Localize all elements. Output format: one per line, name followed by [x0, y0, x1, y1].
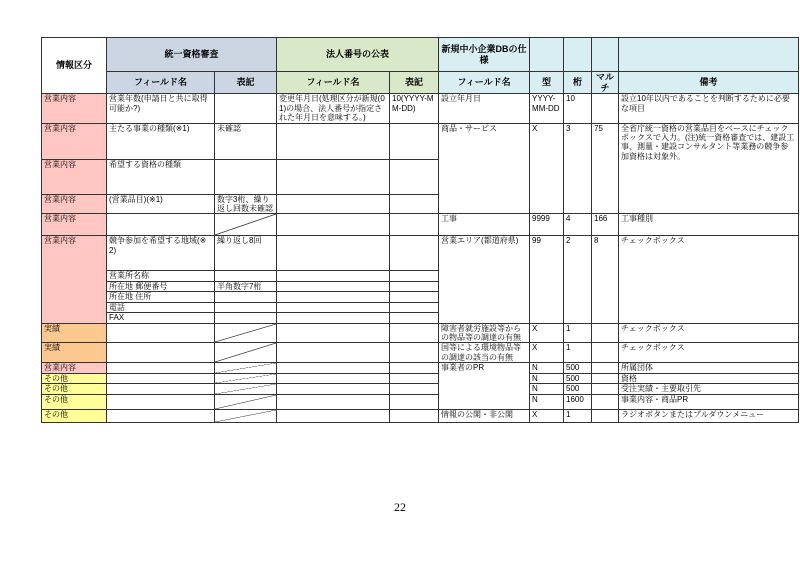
db-field-header: フィールド名	[439, 72, 530, 94]
unified-notation-cell	[215, 271, 277, 281]
unified-field-cell	[107, 324, 215, 344]
db-field-cell: 工事	[439, 214, 530, 236]
corporate-field-cell	[277, 343, 390, 363]
corporate-field-cell	[277, 292, 390, 302]
info-category-cell: その他	[42, 395, 107, 410]
unified-field-cell	[107, 395, 215, 410]
unified-notation-cell	[215, 374, 277, 384]
db-remarks-header: 備考	[619, 72, 799, 94]
db-digits-cell: 1600	[564, 395, 592, 410]
unified-field-cell: 主たる事業の種類(※1)	[107, 124, 215, 160]
info-category-cell: 営業内容	[42, 363, 107, 373]
info-category-cell: その他	[42, 374, 107, 384]
db-field-cell: 商品・サービス	[439, 124, 530, 215]
db-remarks-cell: 全省庁統一資格の営業品目をベースにチェックボックスで入力。(注)統一資格審査では、建設工事、測量・建設コンサルタント等業務の競争参加資格は対象外。	[619, 124, 799, 215]
db-digits-header: 桁	[564, 72, 592, 94]
info-category-cell: その他	[42, 384, 107, 394]
db-remarks-cell: 設立10年以内であることを判断するために必要な項目	[619, 94, 799, 123]
unified-notation-cell	[215, 410, 277, 423]
unified-field-cell: 営業年数(申請日と共に取得可能か?)	[107, 94, 215, 123]
corporate-field-cell	[277, 124, 390, 160]
corporate-notation-cell	[390, 236, 439, 271]
db-multi-header: マルチ	[592, 72, 619, 94]
db-multi-cell: 75	[592, 124, 619, 215]
db-type-cell: N	[530, 384, 564, 394]
header-spacer	[530, 38, 564, 72]
db-type-cell: X	[530, 324, 564, 344]
unified-field-cell: 所在地 住所	[107, 292, 215, 302]
db-remarks-cell: 受注実績・主要取引先	[619, 384, 799, 394]
corporate-field-cell	[277, 313, 390, 323]
unified-field-cell	[107, 363, 215, 373]
db-remarks-cell: 工事種別	[619, 214, 799, 236]
unified-notation-cell	[215, 214, 277, 236]
info-category-cell: 営業内容	[42, 195, 107, 215]
corporate-notation-cell	[390, 303, 439, 313]
table-header	[42, 38, 799, 94]
corporate-notation-cell	[390, 292, 439, 302]
spec-table	[41, 37, 799, 423]
db-digits-cell: 500	[564, 384, 592, 394]
db-multi-cell: 166	[592, 214, 619, 236]
unified-qualification-header: 統一資格審査	[107, 38, 277, 72]
corporate-notation-cell	[390, 313, 439, 323]
corporate-notation-cell	[390, 160, 439, 195]
db-type-cell: 9999	[530, 214, 564, 236]
corporate-notation-cell	[390, 384, 439, 394]
db-type-cell: N	[530, 395, 564, 410]
corporate-notation-cell	[390, 214, 439, 236]
corporate-field-cell	[277, 282, 390, 292]
unified-notation-cell	[215, 363, 277, 373]
info-category-cell: 実績	[42, 343, 107, 363]
db-type-cell: X	[530, 343, 564, 363]
info-category-cell: 実績	[42, 324, 107, 344]
corporate-field-cell	[277, 363, 390, 373]
unified-field-cell: FAX	[107, 313, 215, 323]
db-field-cell: 障害者就労施設等からの物品等の調達の有無	[439, 324, 530, 344]
corporate-notation-cell	[390, 282, 439, 292]
unified-field-header: フィールド名	[107, 72, 215, 94]
corporate-field-cell	[277, 271, 390, 281]
table-body	[42, 94, 799, 422]
header-spacer	[619, 38, 799, 72]
header-spacer	[564, 38, 592, 72]
db-multi-cell	[592, 395, 619, 410]
corporate-notation-cell	[390, 410, 439, 423]
info-category-cell: 営業内容	[42, 160, 107, 195]
info-category-cell: 営業内容	[42, 94, 107, 123]
corporate-field-cell	[277, 195, 390, 215]
corporate-field-cell	[277, 410, 390, 423]
info-category-cell: 営業内容	[42, 236, 107, 323]
corporate-notation-cell	[390, 343, 439, 363]
db-type-cell: YYYY-MM-DD	[530, 94, 564, 123]
corporate-notation-cell	[390, 395, 439, 410]
db-multi-cell	[592, 324, 619, 344]
unified-field-cell: 所在地 郵便番号	[107, 282, 215, 292]
unified-notation-cell	[215, 324, 277, 344]
db-multi-cell	[592, 374, 619, 384]
info-category-cell: 営業内容	[42, 214, 107, 236]
info-category-header: 情報区分	[42, 38, 107, 94]
corporate-notation-cell	[390, 374, 439, 384]
corporate-notation-cell	[390, 324, 439, 344]
info-category-cell: 営業内容	[42, 124, 107, 160]
unified-notation-cell	[215, 292, 277, 302]
unified-notation-cell	[215, 313, 277, 323]
unified-field-cell: 営業所名称	[107, 271, 215, 281]
db-digits-cell: 1	[564, 410, 592, 423]
db-remarks-cell: 資格	[619, 374, 799, 384]
corporate-field-cell	[277, 214, 390, 236]
db-remarks-cell: チェックボックス	[619, 343, 799, 363]
unified-notation-cell	[215, 303, 277, 313]
db-digits-cell: 10	[564, 94, 592, 123]
unified-field-cell	[107, 343, 215, 363]
unified-notation-cell	[215, 94, 277, 123]
corporate-notation-header: 表記	[390, 72, 439, 94]
unified-notation-cell: 数字3桁、繰り返し回数未確認	[215, 195, 277, 215]
corporate-field-cell	[277, 303, 390, 313]
db-digits-cell: 1	[564, 343, 592, 363]
corporate-field-cell	[277, 395, 390, 410]
db-digits-cell: 1	[564, 324, 592, 344]
corporate-field-cell	[277, 374, 390, 384]
corporate-field-cell: 変更年月日(処理区分が新規(01)の場合、法人番号が指定された年月日を意味する。)	[277, 94, 390, 123]
unified-field-cell: 電話	[107, 303, 215, 313]
db-digits-cell: 500	[564, 363, 592, 373]
unified-field-cell: (営業品目)(※1)	[107, 195, 215, 215]
unified-field-cell: 希望する資格の種類	[107, 160, 215, 195]
unified-field-cell	[107, 384, 215, 394]
unified-notation-cell	[215, 395, 277, 410]
db-field-cell: 情報の公開・非公開	[439, 410, 530, 423]
page-number: 22	[394, 500, 406, 514]
db-remarks-cell: ラジオボタンまたはプルダウンメニュー	[619, 410, 799, 423]
unified-notation-cell: 半角数字7桁	[215, 282, 277, 292]
unified-field-cell	[107, 374, 215, 384]
unified-field-cell	[107, 214, 215, 236]
db-type-cell: X	[530, 124, 564, 215]
corporate-notation-cell	[390, 271, 439, 281]
db-remarks-cell: 所属団体	[619, 363, 799, 373]
db-multi-cell: 8	[592, 236, 619, 323]
db-type-cell: 99	[530, 236, 564, 323]
db-type-header: 型	[530, 72, 564, 94]
db-digits-cell: 3	[564, 124, 592, 215]
corporate-notation-cell: 10(YYYY-MM-DD)	[390, 94, 439, 123]
corporate-field-cell	[277, 160, 390, 195]
unified-notation-cell	[215, 384, 277, 394]
db-field-cell: 営業エリア(都道府県)	[439, 236, 530, 323]
db-remarks-cell: 事業内容・商品PR	[619, 395, 799, 410]
unified-notation-header: 表記	[215, 72, 277, 94]
db-multi-cell	[592, 363, 619, 373]
corporate-notation-cell	[390, 124, 439, 160]
db-type-cell: N	[530, 374, 564, 384]
db-remarks-cell: チェックボックス	[619, 236, 799, 323]
db-field-cell: 設立年月日	[439, 94, 530, 123]
info-category-cell: その他	[42, 410, 107, 423]
unified-notation-cell: 繰り返し8回	[215, 236, 277, 271]
sme-db-header: 新規中小企業DBの仕様	[439, 38, 530, 72]
db-type-cell: N	[530, 363, 564, 373]
corporate-number-header: 法人番号の公表	[277, 38, 439, 72]
db-digits-cell: 2	[564, 236, 592, 323]
db-multi-cell	[592, 384, 619, 394]
unified-field-cell: 競争参加を希望する地域(※2)	[107, 236, 215, 271]
db-remarks-cell: チェックボックス	[619, 324, 799, 344]
unified-field-cell	[107, 410, 215, 423]
db-field-cell: 国等による環境物品等の調達の該当の有無	[439, 343, 530, 363]
corporate-field-header: フィールド名	[277, 72, 390, 94]
unified-notation-cell	[215, 160, 277, 195]
unified-notation-cell: 未確認	[215, 124, 277, 160]
corporate-field-cell	[277, 324, 390, 344]
db-multi-cell	[592, 410, 619, 423]
db-digits-cell: 500	[564, 374, 592, 384]
corporate-notation-cell	[390, 363, 439, 373]
db-multi-cell	[592, 343, 619, 363]
corporate-field-cell	[277, 236, 390, 271]
corporate-field-cell	[277, 384, 390, 394]
db-type-cell: X	[530, 410, 564, 423]
db-multi-cell	[592, 94, 619, 123]
db-field-cell: 事業者のPR	[439, 363, 530, 409]
corporate-notation-cell	[390, 195, 439, 215]
unified-notation-cell	[215, 343, 277, 363]
header-spacer	[592, 38, 619, 72]
db-digits-cell: 4	[564, 214, 592, 236]
